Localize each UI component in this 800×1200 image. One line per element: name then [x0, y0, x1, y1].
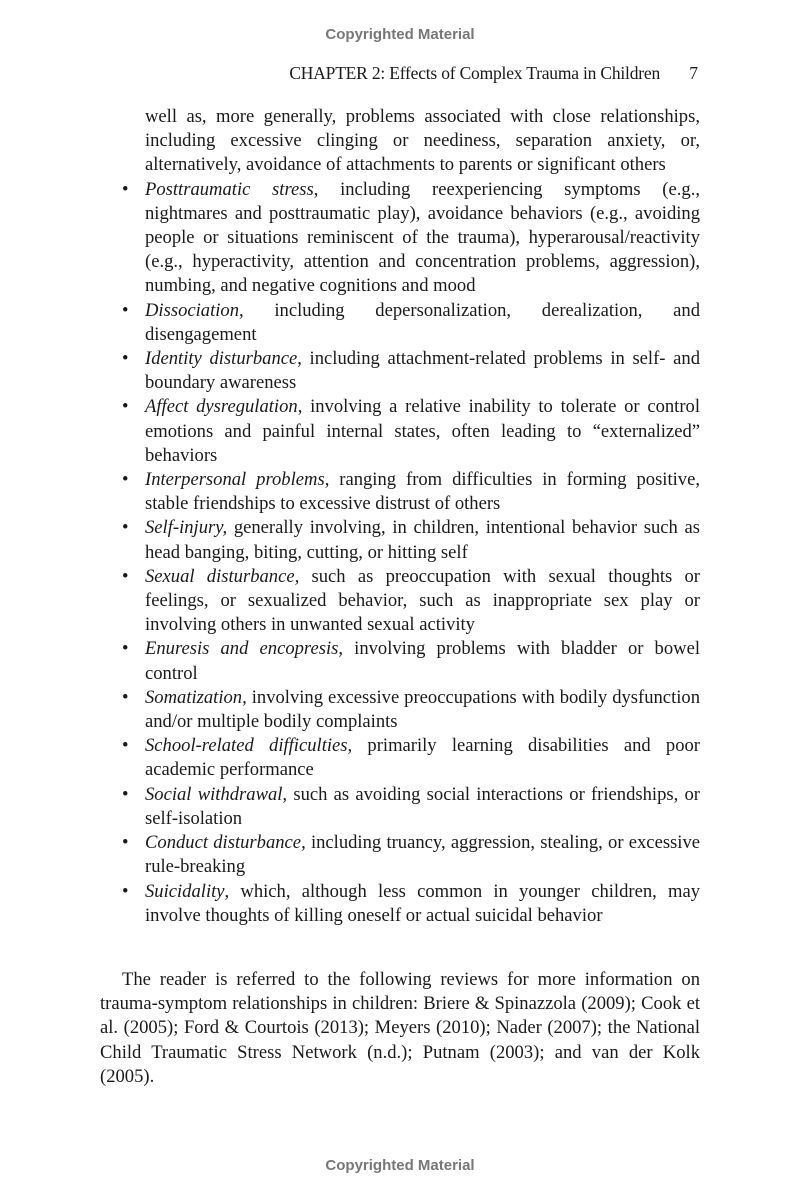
symptom-description: such as preoccupation with sexual thoughts or feelings, or sexualized behavior, such as inappropriate sex play or involving others in unwanted sexual activity: [145, 565, 701, 636]
symptom-term: Sexual disturbance,: [145, 565, 300, 587]
symptom-term: School-related difficulties,: [145, 735, 353, 757]
symptom-term: Affect dysregulation: [145, 396, 298, 418]
copyright-watermark-top: Copyrighted Material: [325, 26, 475, 43]
copyright-watermark-bottom: Copyrighted Material: [325, 1157, 475, 1174]
symptom-description: , which, although less common in younger children, may involve thoughts of killing oneself or actual suicidal behavior: [145, 880, 700, 926]
list-item: [100, 565, 700, 638]
bullet-icon: •: [122, 783, 129, 805]
symptom-description: , involving problems with bladder or bowel control: [145, 638, 700, 684]
page-number: 7: [689, 63, 698, 83]
list-item: [100, 178, 700, 299]
symptom-term: Suicidality: [145, 880, 225, 902]
symptom-description: , including truancy, aggression, stealing, or excessive rule-breaking: [145, 832, 701, 878]
list-item: [100, 516, 700, 564]
symptom-description: generally involving, in children, intentional behavior such as head banging, biting, cutting, or hitting self: [145, 517, 700, 563]
symptom-term: Somatization,: [145, 686, 247, 708]
page-body: [100, 105, 700, 1108]
list-item: [100, 783, 700, 831]
bullet-icon: •: [122, 396, 129, 418]
list-item: [100, 880, 700, 928]
list-item: [100, 831, 700, 879]
bullet-icon: •: [122, 469, 129, 491]
symptom-description: , including depersonalization, derealization, and disengagement: [145, 299, 700, 345]
symptom-term: Identity disturbance: [145, 348, 298, 370]
bullet-icon: •: [122, 565, 129, 587]
bullet-icon: •: [122, 686, 129, 708]
symptom-term: Dissociation: [145, 299, 240, 321]
list-item: [100, 468, 700, 516]
bullet-icon: •: [122, 178, 129, 200]
bullet-icon: •: [122, 348, 129, 370]
symptom-description: , ranging from difficulties in forming positive, stable friendships to excessive distrust of others: [145, 469, 700, 515]
symptom-term: Enuresis and encopresis: [145, 638, 339, 660]
continuation-text: well as, more generally, problems associated with close relationships, including excessive clinging or neediness, separation anxiety, or, alternatively, avoidance of attachments to parents or significant others: [145, 106, 700, 176]
closing-paragraph: The reader is referred to the following reviews for more information on trauma-symptom relationships in children: Briere & Spinazzola (2009); Cook et al. (2005); Ford & Courtois (2013); Meyers (2010); Nader (2007); the National Child Traumatic Stress Network (n.d.); Putnam (2003); and van der Kolk (2005).: [100, 968, 700, 1087]
symptom-list: [100, 178, 700, 928]
list-item: [100, 734, 700, 782]
symptom-description: involving excessive preoccupations with bodily dysfunction and/or multiple bodily complaints: [145, 686, 700, 733]
symptom-term: Conduct disturbance: [145, 832, 302, 854]
list-item: [100, 637, 700, 685]
list-item: [100, 686, 700, 734]
symptom-description: such as avoiding social interactions or friendships, or self-isolation: [145, 783, 700, 829]
symptom-description: , involving a relative inability to tolerate or control emotions and painful internal states, often leading to “externalized” behaviors: [145, 396, 700, 466]
symptom-term: Interpersonal problems: [145, 469, 325, 491]
symptom-description: , including attachment-related problems in self- and boundary awareness: [145, 348, 700, 394]
symptom-term: Social withdrawal,: [145, 783, 288, 805]
bullet-icon: •: [122, 832, 129, 854]
symptom-term: Self-injury,: [145, 517, 228, 539]
symptom-description: , including reexperiencing symptoms (e.g., nightmares and posttraumatic play), avoidance behaviors (e.g., avoiding people or situations reminiscent of the trauma), hyperarousal/reactivity (e.g., hyperactivity, attention and concentration problems, aggression), numbing, and negative cognitions and mood: [145, 178, 700, 297]
list-item: [100, 299, 700, 347]
bullet-icon: •: [122, 638, 129, 660]
bullet-icon: •: [122, 880, 129, 902]
symptom-term: Posttraumatic stress: [145, 178, 314, 200]
list-item: [100, 395, 700, 468]
chapter-title: CHAPTER 2: Effects of Complex Trauma in Children: [289, 63, 660, 83]
bullet-icon: •: [122, 517, 129, 539]
running-head: [0, 63, 800, 87]
list-item: [100, 347, 700, 395]
symptom-description: primarily learning disabilities and poor academic performance: [145, 735, 700, 781]
bullet-icon: •: [122, 735, 129, 757]
bullet-icon: •: [122, 299, 129, 321]
